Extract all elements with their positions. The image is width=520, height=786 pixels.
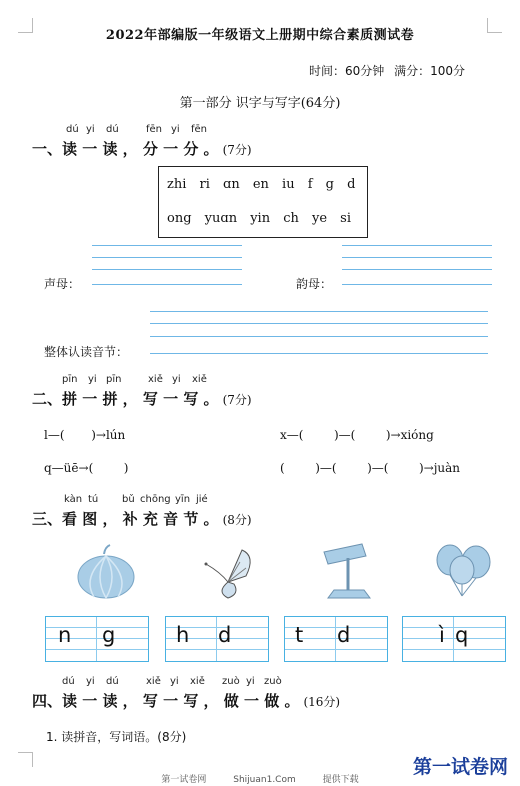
grid-letter: g [102,623,116,647]
pinyin: yi [86,124,95,135]
grid-line [453,617,454,661]
pinyin: zuò [264,676,282,687]
pinyin: yi [246,676,255,687]
grid-letter: d [218,623,232,647]
footer-site: 第一试卷网 [161,775,207,785]
part-title: 第一部分 识字与写字(64分) [179,96,341,111]
grid-line [403,649,505,650]
pinyin: pīn [106,374,122,385]
shengmu-label: 声母： [44,277,81,291]
grid-line [46,649,148,650]
grid-letter: d [337,623,351,647]
section-title-text: 四、读 一 读 ， 写 一 写 ， 做 一 做 。 [32,692,300,710]
writing-line[interactable] [150,323,488,324]
pinyin: jié [196,494,208,505]
letter-row: ong yuɑn yin ch ye si [167,211,351,226]
pinyin: yi [86,676,95,687]
section-score: (16分) [303,695,341,709]
desk-lamp-icon [318,542,382,602]
section-title [32,690,340,711]
section-title [32,388,252,409]
spelling-exercise[interactable]: x—( )—( )→xióng [280,428,434,442]
writing-line[interactable] [150,336,488,337]
section-title [32,508,252,529]
pinyin: yi [171,124,180,135]
pinyin: dú [106,676,119,687]
pinyin: dú [66,124,79,135]
subquestion-text: 1. 读拼音，写词语。 [46,730,158,744]
section-title [32,138,252,159]
section-title-text: 二、拼 一 拼 ， 写 一 写 。 [32,390,219,408]
grid-letter: q [455,623,469,647]
spelling-exercise[interactable]: l—( )→lún [44,428,126,442]
pinyin-grid[interactable] [284,616,388,662]
crop-mark [18,752,33,767]
writing-line[interactable] [342,269,492,270]
grid-letter: t [295,623,304,647]
section-score: (8分) [222,513,252,527]
pinyin: xiě [190,676,205,687]
pinyin: dú [106,124,119,135]
grid-line [335,617,336,661]
footer-site-url: Shijuan1.Com [233,775,296,785]
pinyin: kàn [64,494,83,505]
grid-letter: ì [439,623,445,647]
footer-download: 提供下载 [322,775,359,785]
section-score: (7分) [222,143,252,157]
pinyin: yīn [175,494,191,505]
letter-row: zhi ri ɑn en iu f g d [167,177,356,192]
pinyin-grid[interactable] [402,616,506,662]
section-title-text: 三、看 图 ， 补 充 音 节 。 [32,510,219,528]
brand-watermark: 第一试卷网 [412,756,508,778]
spelling-exercise[interactable]: ( )—( )—( )→juàn [280,461,461,475]
grid-line [96,617,97,661]
pinyin: yi [88,374,97,385]
writing-line[interactable] [150,353,488,354]
writing-line[interactable] [92,245,242,246]
pinyin: xiě [192,374,207,385]
pinyin: pīn [62,374,78,385]
pumpkin-icon [74,542,138,602]
score-label: 满分：100分 [394,64,465,78]
writing-line[interactable] [150,311,488,312]
pinyin: bǔ [122,494,135,505]
writing-line[interactable] [342,257,492,258]
spelling-exercise[interactable]: q—üē→( ) [44,461,129,475]
subquestion-score: (8分) [157,730,187,744]
pinyin: xiě [148,374,163,385]
writing-line[interactable] [92,257,242,258]
pinyin: tú [88,494,99,505]
pinyin-grid[interactable] [45,616,149,662]
grid-line [216,617,217,661]
grid-line [285,649,387,650]
balloons-icon [432,542,496,602]
grid-line [403,627,505,628]
exam-meta [303,62,465,79]
pinyin: zuò [222,676,240,687]
pinyin: dú [62,676,75,687]
writing-line[interactable] [342,245,492,246]
writing-line[interactable] [342,284,492,285]
grid-line [403,638,505,639]
pinyin: fēn [191,124,208,135]
pinyin: yi [172,374,181,385]
pinyin: xiě [146,676,161,687]
pinyin: yi [170,676,179,687]
pinyin: chōng [140,494,171,505]
yunmu-label: 韵母： [296,277,333,291]
letter-box [158,166,368,238]
exam-title: 2022年部编版一年级语文上册期中综合素质测试卷 [105,28,415,43]
section-title-text: 一、读 一 读 ， 分 一 分 。 [32,140,219,158]
section-score: (7分) [222,393,252,407]
pinyin-grid[interactable] [165,616,269,662]
pinyin: fēn [146,124,163,135]
butterfly-icon [198,542,262,602]
grid-line [166,649,268,650]
grid-letter: h [176,623,190,647]
subquestion [46,728,186,745]
writing-line[interactable] [92,284,242,285]
grid-letter: n [58,623,72,647]
time-label: 时间：60分钟 [308,64,385,78]
writing-line[interactable] [92,269,242,270]
zhengti-label: 整体认读音节： [44,345,129,359]
